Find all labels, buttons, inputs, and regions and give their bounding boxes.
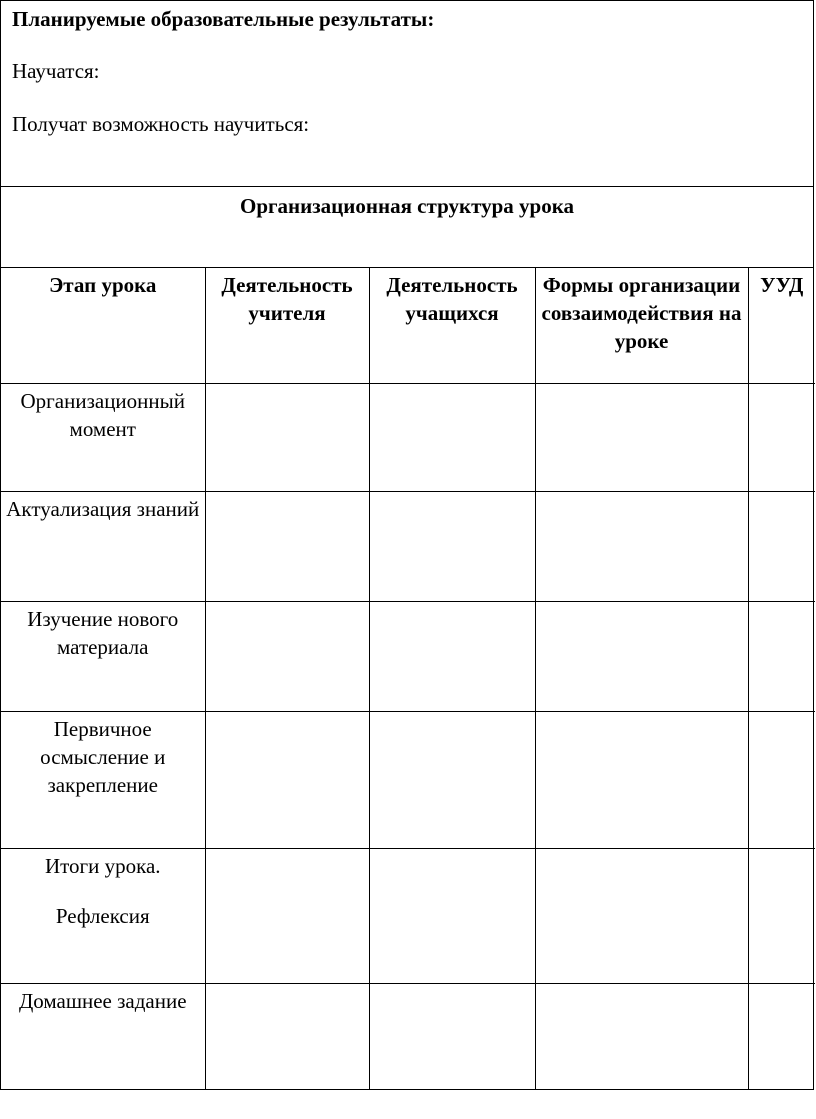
interaction-forms-cell	[535, 383, 748, 491]
table-row	[1, 848, 815, 983]
lesson-structure-table	[1, 268, 815, 1090]
uud-cell	[748, 601, 815, 711]
uud-cell	[748, 983, 815, 1090]
stage-cell: Актуализация знаний	[1, 491, 205, 601]
opportunity-label: Получат возможность научиться:	[12, 112, 310, 136]
stage-cell: Изучение нового материала	[1, 601, 205, 711]
teacher-activity-cell	[205, 601, 369, 711]
student-activity-cell	[369, 711, 535, 848]
interaction-forms-cell	[535, 491, 748, 601]
student-activity-cell	[369, 848, 535, 983]
student-activity-cell	[369, 983, 535, 1090]
uud-cell	[748, 491, 815, 601]
planned-results-title: Планируемые образовательные результаты:	[12, 7, 435, 31]
table-row	[1, 983, 815, 1090]
stage-sublabel: Рефлексия	[55, 903, 150, 928]
header-uud: УУД	[748, 268, 815, 383]
student-activity-cell	[369, 601, 535, 711]
student-activity-cell	[369, 383, 535, 491]
table-row	[1, 601, 815, 711]
stage-label: Итоги урока.	[44, 853, 161, 878]
table-row	[1, 383, 815, 491]
table-row	[1, 491, 815, 601]
planned-results-section	[1, 1, 813, 187]
teacher-activity-cell	[205, 983, 369, 1090]
interaction-forms-cell	[535, 711, 748, 848]
teacher-activity-cell	[205, 383, 369, 491]
lesson-structure-section	[1, 187, 813, 268]
teacher-activity-cell	[205, 711, 369, 848]
header-interaction-forms: Формы организации совзаимодействия на уроке	[535, 268, 748, 383]
uud-cell	[748, 383, 815, 491]
stage-cell	[1, 848, 205, 983]
header-stage: Этап урока	[1, 268, 205, 383]
stage-cell: Первичное осмысление и закрепление	[1, 711, 205, 848]
teacher-activity-cell	[205, 848, 369, 983]
table-row	[1, 711, 815, 848]
will-learn-label: Научатся:	[12, 59, 100, 83]
header-student-activity: Деятельность учащихся	[369, 268, 535, 383]
uud-cell	[748, 848, 815, 983]
lesson-structure-title: Организационная структура урока	[239, 194, 575, 218]
student-activity-cell	[369, 491, 535, 601]
header-teacher-activity: Деятельность учителя	[205, 268, 369, 383]
teacher-activity-cell	[205, 491, 369, 601]
stage-cell: Домашнее задание	[1, 983, 205, 1090]
interaction-forms-cell	[535, 601, 748, 711]
uud-cell	[748, 711, 815, 848]
table-header-row	[1, 268, 815, 383]
stage-cell: Организационный момент	[1, 383, 205, 491]
interaction-forms-cell	[535, 848, 748, 983]
interaction-forms-cell	[535, 983, 748, 1090]
